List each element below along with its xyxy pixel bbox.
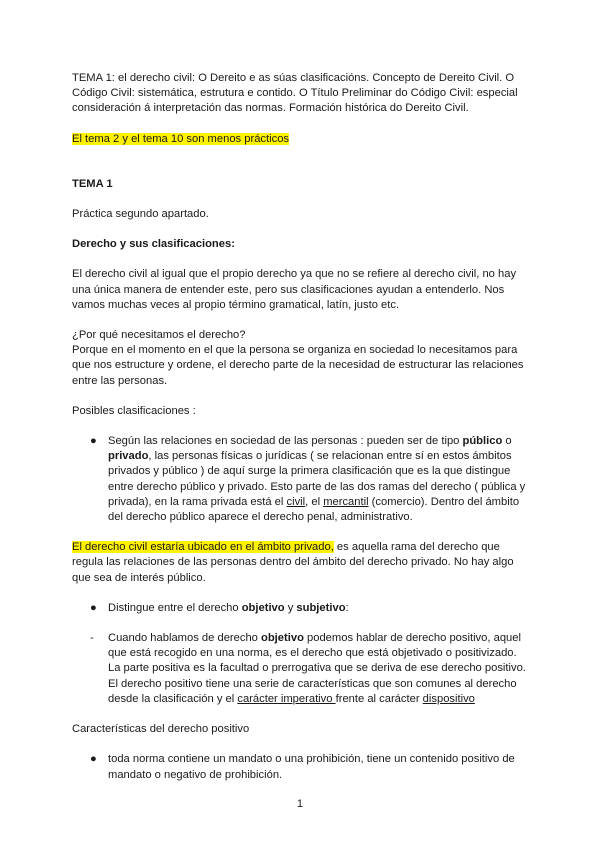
underlined-term-dispositivo: dispositivo	[422, 692, 475, 705]
header-paragraph: TEMA 1: el derecho civil: O Dereito e as súas clasificacións. Concepto de Dereito Civil. O Código Civil: sistemática, estrutura e contido. O Título Preliminar do Código Civil: especial consideración á interpretación das normas. Formación histórica do Dereito Civil.	[72, 72, 518, 115]
bullet-objective-subjective-text	[108, 601, 528, 616]
text-run: y	[284, 601, 297, 614]
text-run: es aquella rama del derecho que regula las relaciones de las personas dentro del ámbito del derecho privado. No hay algo que sea de interés público.	[72, 541, 514, 584]
possible-classifications-label: Posibles clasificaciones :	[72, 404, 196, 417]
bullet-mark: ●	[90, 435, 97, 448]
page-number: 1	[296, 798, 304, 810]
text-run: (comercio). Dentro del ámbito del derecho público aparece el derecho penal, administrativo.	[108, 495, 520, 524]
text-run: :	[345, 601, 349, 614]
dash-mark: -	[90, 632, 94, 645]
text-run: , el	[305, 495, 324, 508]
dash-objective-law	[72, 631, 528, 707]
text-run: frente al carácter	[335, 692, 423, 705]
bullet-mark: ●	[90, 601, 97, 614]
highlight-note	[72, 132, 528, 147]
page-content	[72, 71, 528, 783]
practice-note: Práctica segundo apartado.	[72, 208, 209, 221]
private-law-paragraph	[72, 540, 528, 586]
bold-term-privado: privado	[108, 450, 149, 463]
dash-objective-law-text	[108, 631, 528, 707]
text-run: Según las relaciones en sociedad de las personas : pueden ser de tipo	[108, 435, 463, 448]
section-title: TEMA 1	[72, 177, 113, 190]
bullet-norm-content-text: toda norma contiene un mandato o una prohibición, tiene un contenido positivo de mandato o negativo de prohibición.	[108, 753, 515, 781]
bold-term-publico: público	[462, 435, 503, 448]
highlight-note-text: El tema 2 y el tema 10 son menos prácticos	[72, 132, 290, 145]
subheading: Derecho y sus clasificaciones:	[72, 238, 235, 251]
answer: Porque en el momento en el que la persona se organiza en sociedad lo necesitamos para que nos estructure y ordene, el derecho parte de la necesidad de estructurar las relaciones entre las personas.	[72, 344, 524, 387]
text-run: o	[502, 435, 512, 448]
question: ¿Por qué necesitamos el derecho?	[72, 329, 246, 342]
text-run: Distingue entre el derecho	[108, 601, 242, 614]
text-run: Cuando hablamos de derecho	[108, 632, 262, 645]
bullet-public-private-text	[108, 434, 528, 525]
bold-term-subjetivo: subjetivo	[296, 601, 346, 614]
bullet-mark: ●	[90, 753, 97, 766]
bullet-norm-content	[72, 752, 528, 782]
bold-term-objetivo: objetivo	[261, 632, 304, 645]
bullet-objective-subjective	[72, 601, 528, 616]
text-run: , las personas físicas o jurídicas ( se relacionan entre sí en estos ámbitos privados y público ) de aquí surge la primera clasificación que es la que distingue entre derecho público y privado. Esto parte de las dos ramas del derecho ( pública y privada), en la rama privada está el	[108, 450, 526, 508]
bullet-public-private	[72, 434, 528, 525]
characteristics-label: Características del derecho positivo	[72, 723, 250, 736]
underlined-term-civil: civil	[286, 495, 306, 508]
highlighted-phrase: El derecho civil estaría ubicado en el ámbito privado,	[72, 541, 334, 554]
underlined-term-imperativo: carácter imperativo	[237, 692, 336, 705]
underlined-term-mercantil: mercantil	[323, 495, 369, 508]
intro-paragraph: El derecho civil al igual que el propio derecho ya que no se refiere al derecho civil, no hay una única manera de entender este, pero sus clasificaciones ayudan a entenderlo. Nos vamos muchas veces al propio término gramatical, latín, justo etc.	[72, 268, 517, 311]
bold-term-objetivo: objetivo	[241, 601, 285, 614]
text-run: podemos hablar de derecho positivo, aquel que está recogido en una norma, es el derecho que está objetivado o positivizado. La parte positiva es la facultad o prerrogativa que se deriva de ese derecho positivo. El derecho positivo tiene una serie de características que son comunes al derecho desde la clasificación y el	[108, 632, 526, 705]
